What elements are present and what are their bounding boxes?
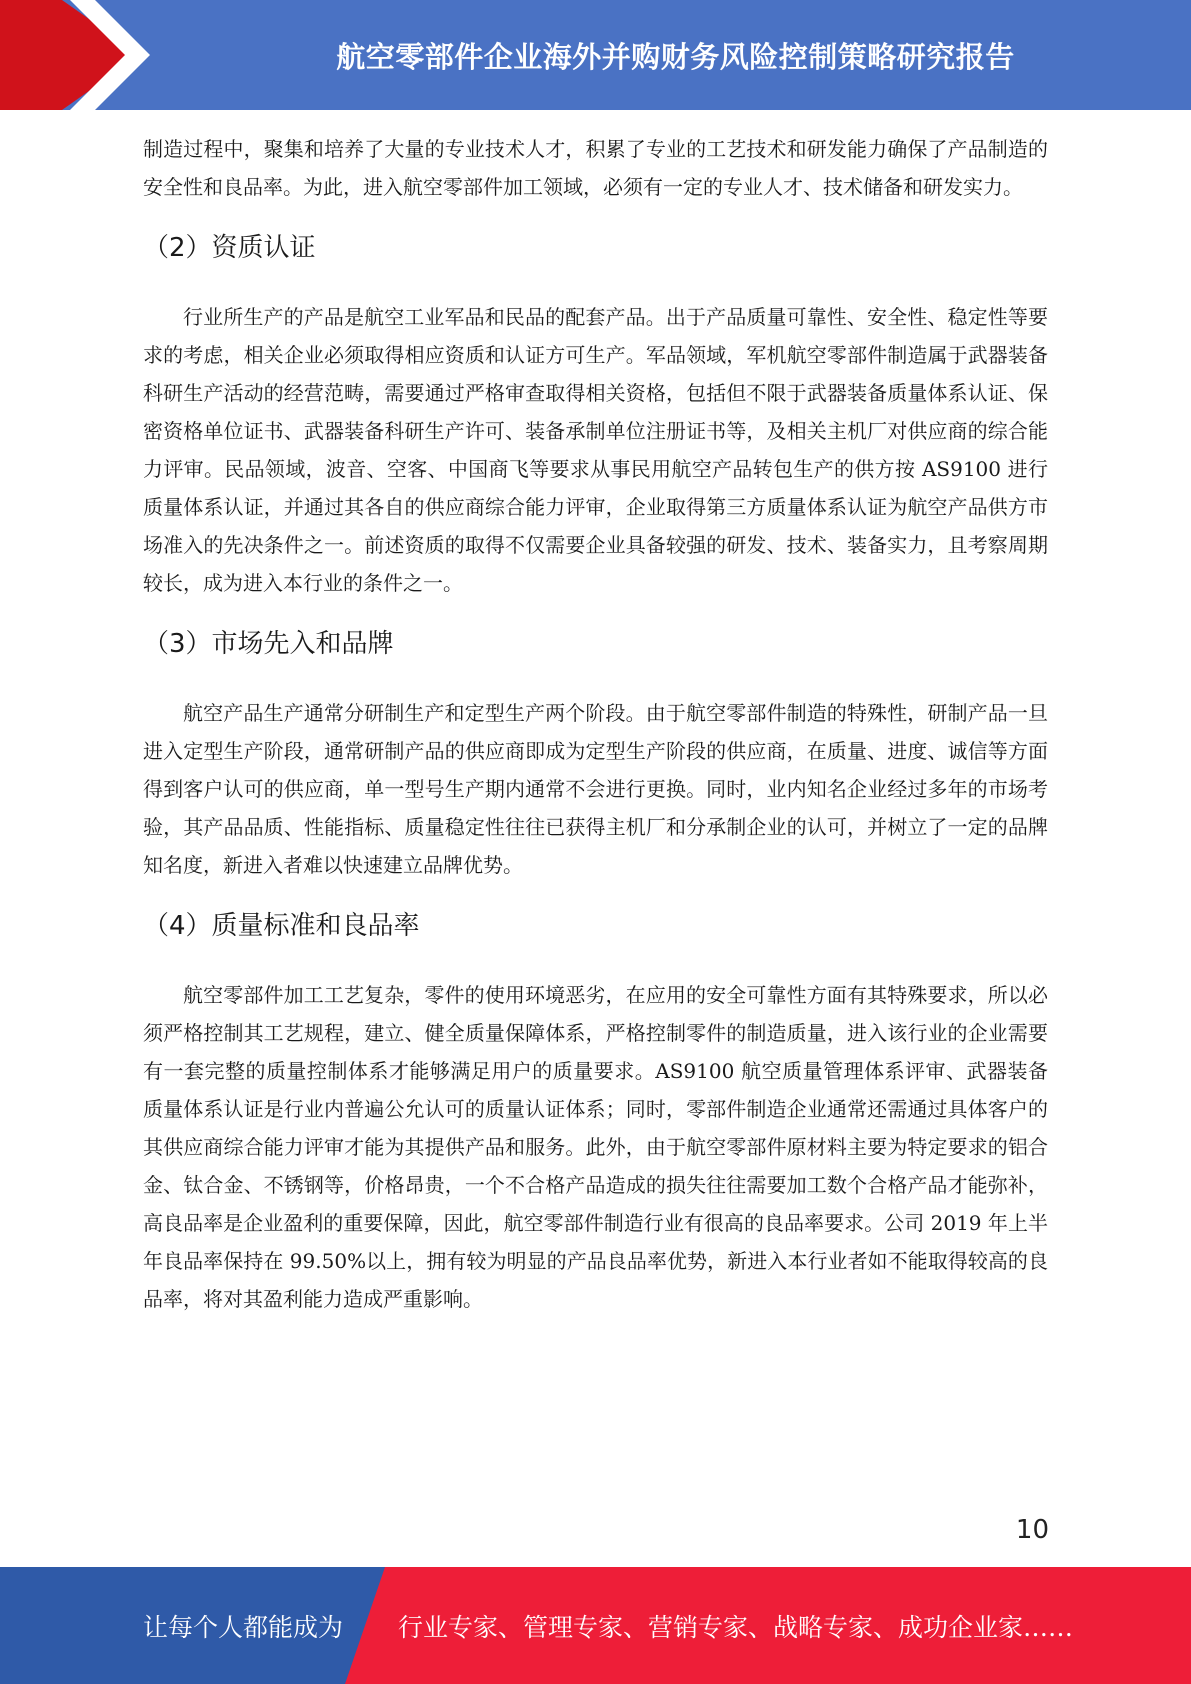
- header-arrow-decoration: [0, 0, 160, 110]
- section-paragraph-qualification: 行业所生产的产品是航空工业军品和民品的配套产品。出于产品质量可靠性、安全性、稳定性等要求的考虑，相关企业必须取得相应资质和认证方可生产。军品领域，军机航空零部件制造属于武器装备科研生产活动的经营范畴，需要通过严格审查取得相关资格，包括但不限于武器装备质量体系认证、保密资格单位证书、武器装备科研生产许可、装备承制单位注册证书等，及相关主机厂对供应商的综合能力评审。民品领域，波音、空客、中国商飞等要求从事民用航空产品转包生产的供方按 AS9100 进行质量体系认证，并通过其各自的供应商综合能力评审，企业取得第三方质量体系认证为航空产品供方市场准入的先决条件之一。前述资质的取得不仅需要企业具备较强的研发、技术、装备实力，且考察周期较长，成为进入本行业的条件之一。: [143, 305, 1048, 595]
- footer-slogan-right: 行业专家、管理专家、营销专家、战略专家、成功企业家……: [398, 1612, 1074, 1642]
- report-body: [143, 130, 1048, 1318]
- page-header: [0, 0, 1191, 110]
- section-heading-market-brand: （3）市场先入和品牌: [143, 629, 394, 659]
- page-footer: [0, 1567, 1191, 1684]
- page-number: 10: [1015, 1515, 1049, 1545]
- header-title: 航空零部件企业海外并购财务风险控制策略研究报告: [336, 39, 1015, 74]
- section-heading-quality: （4）质量标准和良品率: [143, 911, 420, 941]
- section-paragraph-market-brand: 航空产品生产通常分研制生产和定型生产两个阶段。由于航空零部件制造的特殊性，研制产品一旦进入定型生产阶段，通常研制产品的供应商即成为定型生产阶段的供应商，在质量、进度、诚信等方面得到客户认可的供应商，单一型号生产期内通常不会进行更换。同时，业内知名企业经过多年的市场考验，其产品品质、性能指标、质量稳定性往往已获得主机厂和分承制企业的认可，并树立了一定的品牌知名度，新进入者难以快速建立品牌优势。: [143, 701, 1048, 877]
- footer-slogan-left: 让每个人都能成为: [143, 1612, 344, 1642]
- section-paragraph-quality: 航空零部件加工工艺复杂，零件的使用环境恶劣，在应用的安全可靠性方面有其特殊要求，所以必须严格控制其工艺规程，建立、健全质量保障体系，严格控制零件的制造质量，进入该行业的企业需要有一套完整的质量控制体系才能够满足用户的质量要求。AS9100 航空质量管理体系评审、武器装备质量体系认证是行业内普遍公允认可的质量认证体系；同时，零部件制造企业通常还需通过具体客户的其供应商综合能力评审才能为其提供产品和服务。此外，由于航空零部件原材料主要为特定要求的铝合金、钛合金、不锈钢等，价格昂贵，一个不合格产品造成的损失往往需要加工数个合格产品才能弥补，高良品率是企业盈利的重要保障，因此，航空零部件制造行业有很高的良品率要求。公司 2019 年上半年良品率保持在 99.50%以上，拥有较为明显的产品良品率优势，新进入本行业者如不能取得较高的良品率，将对其盈利能力造成严重影响。: [143, 983, 1048, 1311]
- intro-paragraph: 制造过程中，聚集和培养了大量的专业技术人才，积累了专业的工艺技术和研发能力确保了产品制造的安全性和良品率。为此，进入航空零部件加工领域，必须有一定的专业人才、技术储备和研发实力。: [143, 137, 1048, 199]
- section-heading-qualification: （2）资质认证: [143, 233, 316, 263]
